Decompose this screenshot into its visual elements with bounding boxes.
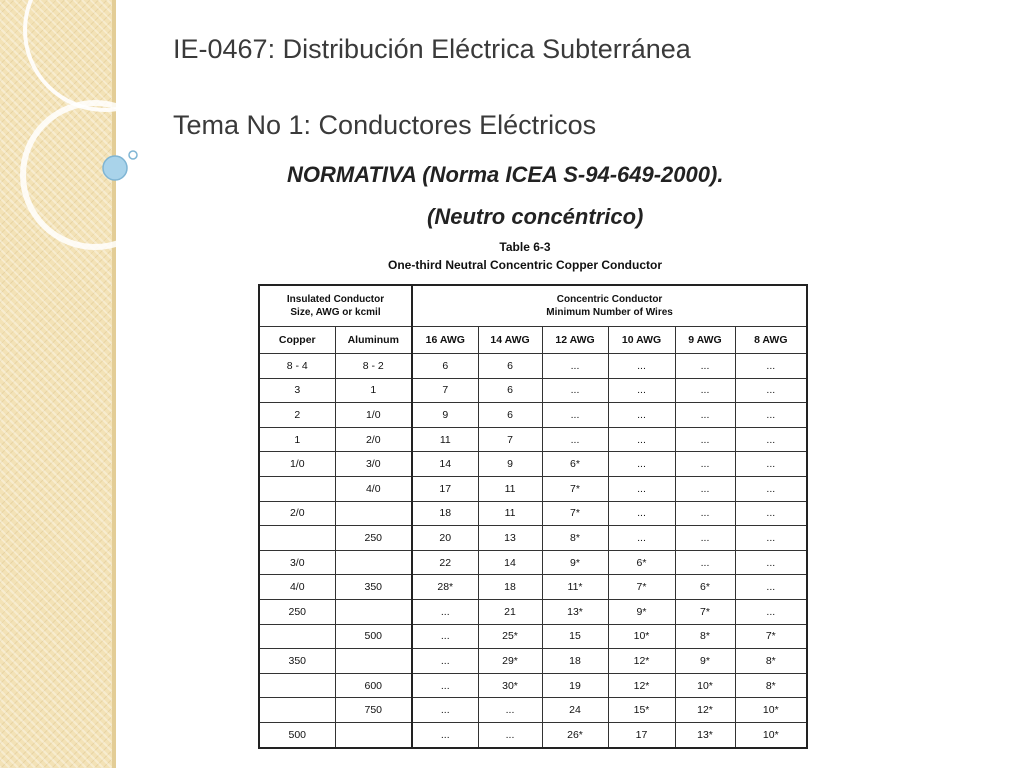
- slide-subtitle: Tema No 1: Conductores Eléctricos: [173, 110, 597, 140]
- table-cell: 600: [335, 673, 412, 698]
- table-row: [259, 526, 807, 551]
- table-cell: 30*: [478, 673, 542, 698]
- table-cell: 250: [335, 526, 412, 551]
- table-row: [259, 649, 807, 674]
- table-cell: 12*: [608, 673, 675, 698]
- table-cell: 15*: [608, 698, 675, 723]
- table-cell: 12*: [608, 649, 675, 674]
- table-title: One-third Neutral Concentric Copper Conductor: [387, 258, 662, 272]
- column-header: 10 AWG: [608, 327, 675, 354]
- table-cell: 2: [259, 403, 335, 428]
- table-cell: ...: [478, 698, 542, 723]
- table-cell: [335, 722, 412, 747]
- table-cell: 3/0: [335, 452, 412, 477]
- table-cell: 7*: [675, 599, 735, 624]
- table-cell: ...: [735, 452, 807, 477]
- table-cell: 18: [542, 649, 608, 674]
- column-header: 14 AWG: [478, 327, 542, 354]
- table-cell: [259, 624, 335, 649]
- table-number: Table 6-3: [499, 240, 551, 254]
- table-row: [259, 476, 807, 501]
- table-cell: 18: [412, 501, 478, 526]
- column-header: 8 AWG: [735, 327, 807, 354]
- table-cell: ...: [542, 354, 608, 379]
- table-cell: ...: [608, 403, 675, 428]
- table-cell: ...: [735, 550, 807, 575]
- column-header: 9 AWG: [675, 327, 735, 354]
- slide-title: IE-0467: Distribución Eléctrica Subterránea: [173, 34, 691, 64]
- table-cell: ...: [412, 722, 478, 747]
- table-cell: 2/0: [259, 501, 335, 526]
- table-cell: ...: [675, 526, 735, 551]
- table-row: [259, 501, 807, 526]
- table-cell: ...: [735, 526, 807, 551]
- table-cell: 4/0: [259, 575, 335, 600]
- norm-heading: NORMATIVA (Norma ICEA S-94-649-2000).: [287, 162, 724, 187]
- table-cell: 7*: [608, 575, 675, 600]
- table-cell: 29*: [478, 649, 542, 674]
- group-header-insulated: Insulated Conductor Size, AWG or kcmil: [259, 285, 412, 327]
- table-row: [259, 452, 807, 477]
- table-cell: 750: [335, 698, 412, 723]
- table-cell: ...: [412, 649, 478, 674]
- column-header: Aluminum: [335, 327, 412, 354]
- table-cell: 14: [478, 550, 542, 575]
- table-cell: 10*: [735, 722, 807, 747]
- table-cell: ...: [735, 427, 807, 452]
- table-cell: 22: [412, 550, 478, 575]
- table-cell: 1/0: [259, 452, 335, 477]
- table-cell: 350: [335, 575, 412, 600]
- table-cell: ...: [412, 624, 478, 649]
- table-cell: 2/0: [335, 427, 412, 452]
- table-cell: ...: [542, 378, 608, 403]
- table-cell: [259, 698, 335, 723]
- table-cell: ...: [608, 378, 675, 403]
- table-cell: 14: [412, 452, 478, 477]
- table-cell: ...: [478, 722, 542, 747]
- table-row: [259, 599, 807, 624]
- table-cell: 500: [259, 722, 335, 747]
- table-cell: ...: [608, 452, 675, 477]
- table-cell: 8*: [675, 624, 735, 649]
- table-cell: ...: [675, 427, 735, 452]
- table-cell: [259, 673, 335, 698]
- column-header: 16 AWG: [412, 327, 478, 354]
- table-cell: 11: [478, 476, 542, 501]
- table-row: [259, 354, 807, 379]
- table-cell: 8 - 4: [259, 354, 335, 379]
- table-row: [259, 575, 807, 600]
- table-cell: ...: [675, 501, 735, 526]
- table-row: [259, 403, 807, 428]
- table-cell: 10*: [675, 673, 735, 698]
- table-cell: 7: [412, 378, 478, 403]
- table-cell: [259, 526, 335, 551]
- table-cell: 4/0: [335, 476, 412, 501]
- table-row: [259, 550, 807, 575]
- table-cell: 17: [412, 476, 478, 501]
- table-row: [259, 378, 807, 403]
- table-cell: 18: [478, 575, 542, 600]
- table-cell: 9: [412, 403, 478, 428]
- table-cell: 11: [478, 501, 542, 526]
- table-cell: ...: [608, 501, 675, 526]
- table-cell: [335, 550, 412, 575]
- table-cell: 1: [335, 378, 412, 403]
- table-cell: 3: [259, 378, 335, 403]
- table-cell: 8*: [735, 673, 807, 698]
- table-cell: ...: [735, 501, 807, 526]
- bubble-small: [129, 151, 137, 159]
- table-cell: ...: [608, 476, 675, 501]
- table-cell: 13: [478, 526, 542, 551]
- table-cell: 3/0: [259, 550, 335, 575]
- table-cell: 500: [335, 624, 412, 649]
- bubble-large: [103, 156, 127, 180]
- table-cell: 28*: [412, 575, 478, 600]
- table-cell: ...: [412, 673, 478, 698]
- table-cell: 7*: [542, 476, 608, 501]
- table-cell: 9*: [542, 550, 608, 575]
- table-cell: ...: [608, 354, 675, 379]
- table-row: [259, 673, 807, 698]
- column-header: 12 AWG: [542, 327, 608, 354]
- table-cell: 10*: [608, 624, 675, 649]
- table-cell: ...: [735, 599, 807, 624]
- table-cell: ...: [735, 575, 807, 600]
- table-cell: ...: [675, 476, 735, 501]
- table-cell: 8 - 2: [335, 354, 412, 379]
- table-cell: 9: [478, 452, 542, 477]
- table-cell: ...: [675, 452, 735, 477]
- table-cell: 6: [478, 378, 542, 403]
- table-row: [259, 698, 807, 723]
- table-cell: 7*: [542, 501, 608, 526]
- table-cell: 11: [412, 427, 478, 452]
- table-cell: 21: [478, 599, 542, 624]
- table-cell: 8*: [542, 526, 608, 551]
- table-cell: 10*: [735, 698, 807, 723]
- table-cell: [335, 501, 412, 526]
- table-cell: 350: [259, 649, 335, 674]
- table-cell: 6: [478, 403, 542, 428]
- table-cell: 6*: [608, 550, 675, 575]
- table-cell: 12*: [675, 698, 735, 723]
- table-cell: ...: [608, 427, 675, 452]
- neutral-heading: (Neutro concéntrico): [427, 204, 644, 229]
- column-header: Copper: [259, 327, 335, 354]
- table-cell: 9*: [675, 649, 735, 674]
- table-cell: 25*: [478, 624, 542, 649]
- table-cell: ...: [542, 403, 608, 428]
- table-cell: ...: [608, 526, 675, 551]
- table-cell: 26*: [542, 722, 608, 747]
- table-cell: 6: [412, 354, 478, 379]
- table-cell: ...: [412, 599, 478, 624]
- table-cell: 7: [478, 427, 542, 452]
- table-cell: 6*: [675, 575, 735, 600]
- table-cell: 13*: [542, 599, 608, 624]
- table-cell: 15: [542, 624, 608, 649]
- table-cell: ...: [735, 378, 807, 403]
- table-cell: 24: [542, 698, 608, 723]
- table-cell: 7*: [735, 624, 807, 649]
- conductor-table: [258, 284, 808, 749]
- table-cell: 8*: [735, 649, 807, 674]
- table-cell: ...: [675, 378, 735, 403]
- table-cell: 19: [542, 673, 608, 698]
- table-cell: 6*: [542, 452, 608, 477]
- table-cell: 11*: [542, 575, 608, 600]
- table-cell: ...: [412, 698, 478, 723]
- table-cell: ...: [675, 403, 735, 428]
- table-cell: 1: [259, 427, 335, 452]
- table-cell: ...: [675, 550, 735, 575]
- table-cell: ...: [542, 427, 608, 452]
- table-cell: 13*: [675, 722, 735, 747]
- table-row: [259, 722, 807, 747]
- table-cell: ...: [735, 476, 807, 501]
- table-cell: 17: [608, 722, 675, 747]
- table-row: [259, 624, 807, 649]
- decorative-circles: [0, 0, 160, 260]
- table-row: [259, 427, 807, 452]
- table-cell: ...: [735, 403, 807, 428]
- table-cell: ...: [735, 354, 807, 379]
- table-cell: 20: [412, 526, 478, 551]
- table-cell: 9*: [608, 599, 675, 624]
- table-cell: [259, 476, 335, 501]
- table-cell: ...: [675, 354, 735, 379]
- table-cell: 1/0: [335, 403, 412, 428]
- table-cell: 250: [259, 599, 335, 624]
- table-cell: 6: [478, 354, 542, 379]
- table-cell: [335, 599, 412, 624]
- table-cell: [335, 649, 412, 674]
- group-header-concentric: Concentric Conductor Minimum Number of Wires: [412, 285, 807, 327]
